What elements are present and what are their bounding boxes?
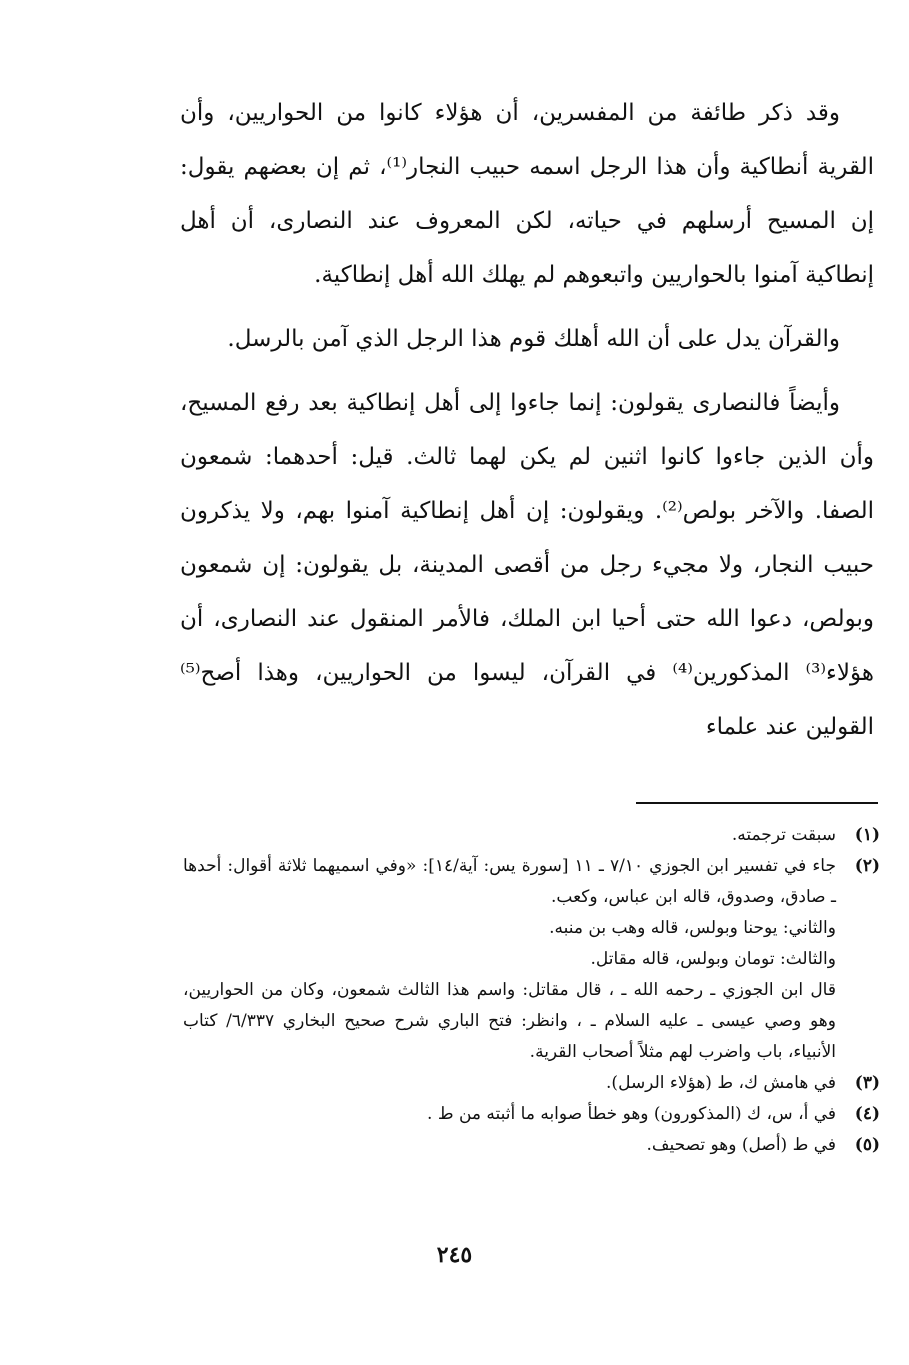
main-text bbox=[180, 86, 874, 764]
footnote-text: والثاني: يوحنا وبولس، قاله وهب بن منبه. bbox=[549, 918, 836, 938]
footnote-number: (١) bbox=[854, 825, 880, 845]
footnote-number: (٢) bbox=[854, 856, 880, 876]
footnote-number: (٤) bbox=[854, 1104, 880, 1124]
paragraph-2: والقرآن يدل على أن الله أهلك قوم هذا الرجل الذي آمن بالرسل. bbox=[227, 326, 840, 352]
footnote-text: والثالث: تومان وبولس، قاله مقاتل. bbox=[590, 949, 836, 969]
footnote-text: في أ، س، ك (المذكورون) وهو خطأ صوابه ما أثبته من ط . bbox=[427, 1104, 836, 1124]
footnote-text: قال ابن الجوزي ـ رحمه الله ـ ، قال مقاتل: واسم هذا الثالث شمعون، وكان من الحواريين، وهو وصي عيسى ـ عليه السلام ـ ، وانظر: فتح الباري شرح صحيح البخاري ٦/٣٣٧/ كتاب الأنبياء، باب واضرب لهم مثلاً أصحاب القرية. bbox=[183, 980, 836, 1062]
footnote-2 bbox=[183, 851, 880, 1068]
footnote-separator bbox=[636, 802, 878, 804]
footnote-5 bbox=[183, 1130, 880, 1161]
footnotes bbox=[183, 820, 880, 1161]
paragraph-1: وقد ذكر طائفة من المفسرين، أن هؤلاء كانوا من الحواريين، وأن القرية أنطاكية وأن هذا الرجل اسمه حبيب النجار⁽¹⁾، ثم إن بعضهم يقول: إن المسيح أرسلهم في حياته، لكن المعروف عند النصارى، أن أهل إنطاكية آمنوا بالحواريين واتبعوهم لم يهلك الله أهل إنطاكية. bbox=[180, 100, 874, 288]
paragraph-3: وأيضاً فالنصارى يقولون: إنما جاءوا إلى أهل إنطاكية بعد رفع المسيح، وأن الذين جاءوا كانوا اثنين لم يكن لهما ثالث. قيل: أحدهما: شمعون الصفا. والآخر بولص⁽²⁾. ويقولون: إن أهل إنطاكية آمنوا بهم، ولا يذكرون حبيب النجار، ولا مجيء رجل من أقصى المدينة، بل يقولون: إن شمعون وبولص، دعوا الله حتى أحيا ابن الملك، فالأمر المنقول عند النصارى، أن هؤلاء⁽³⁾ المذكورين⁽⁴⁾ في القرآن، ليسوا من الحواريين، وهذا أصح⁽⁵⁾ القولين عند علماء bbox=[180, 390, 874, 740]
footnote-number: (٥) bbox=[854, 1135, 880, 1155]
footnote-1 bbox=[183, 820, 880, 851]
footnote-text: في ط (أصل) وهو تصحيف. bbox=[646, 1135, 836, 1155]
footnote-number: (٣) bbox=[854, 1073, 880, 1093]
footnote-text: سبقت ترجمته. bbox=[731, 825, 836, 845]
page-number: ٢٤٥ bbox=[436, 1242, 473, 1268]
footnote-4 bbox=[183, 1099, 880, 1130]
footnote-text: جاء في تفسير ابن الجوزي ٧/١٠ ـ ١١ [سورة يس: آية/١٤]: «وفي اسميهما ثلاثة أقوال: أحدها ـ صادق، وصدوق، قاله ابن عباس، وكعب. bbox=[183, 856, 836, 907]
footnote-text: في هامش ك، ط (هؤلاء الرسل). bbox=[606, 1073, 836, 1093]
footnote-3 bbox=[183, 1068, 880, 1099]
